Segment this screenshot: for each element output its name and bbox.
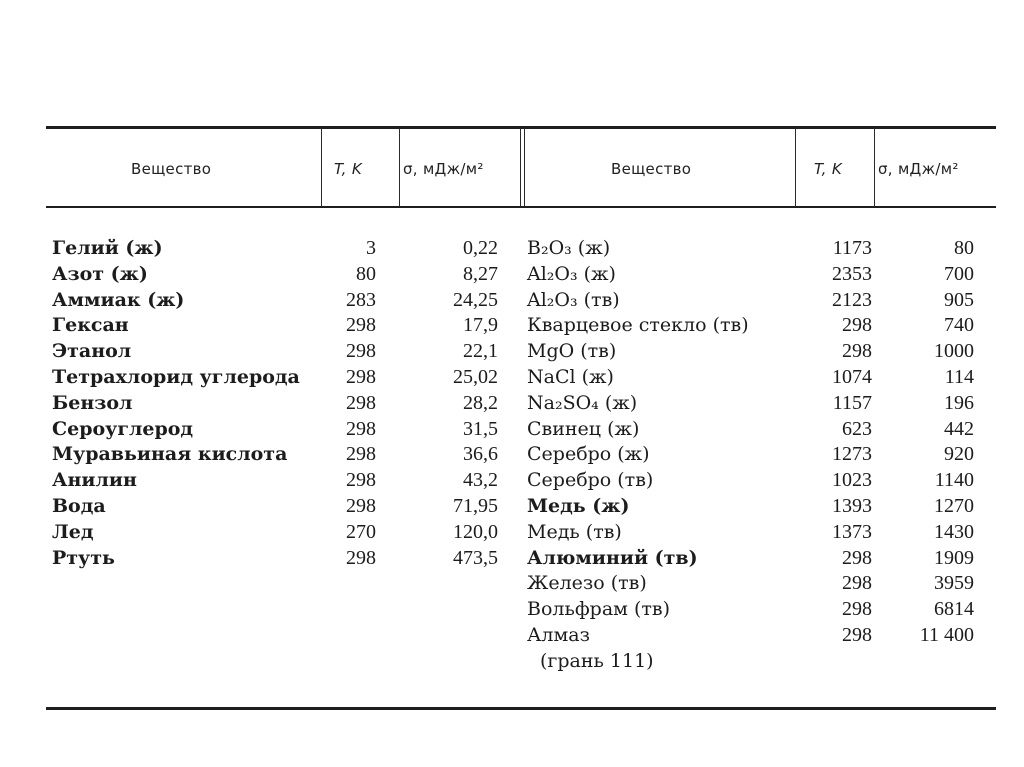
temperature-value: 298 [842, 314, 872, 337]
substance-name: Гексан [52, 314, 129, 337]
header-tension-left: σ, мДж/м² [403, 160, 484, 178]
temperature-value: 298 [346, 443, 376, 466]
temperature-value: 1273 [832, 443, 872, 466]
table-row [0, 571, 1024, 597]
tension-value: 1430 [934, 520, 974, 543]
substance-name: NaCl (ж) [527, 365, 614, 388]
table-row [0, 417, 1024, 443]
substance-name: Муравьиная кислота [52, 443, 288, 466]
header-double-divider [520, 128, 525, 207]
tension-value: 920 [944, 443, 974, 466]
temperature-value: 283 [346, 288, 376, 311]
tension-value: 6814 [934, 598, 974, 621]
table-row [0, 236, 1024, 262]
table-row [0, 494, 1024, 520]
header-substance-left: Вещество [131, 160, 212, 178]
tension-value: 28,2 [463, 391, 498, 414]
substance-name: Гелий (ж) [52, 237, 163, 259]
header-tension-right: σ, мДж/м² [878, 160, 959, 178]
tension-value: 1140 [934, 469, 974, 492]
tension-value: 80 [954, 237, 974, 259]
tension-value: 25,02 [453, 365, 498, 388]
tension-value: 442 [944, 417, 974, 440]
tension-value: 22,1 [463, 340, 498, 363]
substance-name: Al₂O₃ (ж) [527, 262, 616, 285]
table-row [0, 365, 1024, 391]
temperature-value: 270 [346, 520, 376, 543]
temperature-value: 298 [842, 598, 872, 621]
substance-name: Алмаз [527, 623, 590, 646]
temperature-value: 298 [346, 391, 376, 414]
temperature-value: 298 [346, 314, 376, 337]
temperature-value: 1373 [832, 520, 872, 543]
tension-value: 1909 [934, 546, 974, 569]
header-divider [399, 128, 400, 207]
tension-value: 1000 [934, 340, 974, 363]
tension-value: 196 [944, 391, 974, 414]
temperature-value: 298 [842, 572, 872, 595]
temperature-value: 1023 [832, 469, 872, 492]
temperature-value: 298 [346, 417, 376, 440]
tension-value: 120,0 [453, 520, 498, 543]
table-row [0, 649, 1024, 675]
tension-value: 473,5 [453, 546, 498, 569]
tension-value: 11 400 [919, 623, 974, 646]
tension-value: 8,27 [463, 262, 498, 285]
table-row [0, 442, 1024, 468]
tension-value: 43,2 [463, 469, 498, 492]
bottom-rule [46, 707, 996, 710]
temperature-value: 298 [346, 546, 376, 569]
substance-name: Вольфрам (тв) [527, 598, 671, 621]
temperature-value: 1393 [832, 494, 872, 517]
tension-value: 905 [944, 288, 974, 311]
header-divider [321, 128, 322, 207]
substance-name: MgO (тв) [527, 340, 617, 363]
substance-name: Тетрахлорид углерода [52, 365, 300, 388]
substance-name: Кварцевое стекло (тв) [527, 314, 749, 337]
substance-name: Этанол [52, 340, 132, 363]
substance-name-note: (грань 111) [540, 649, 654, 672]
table-body [0, 236, 1024, 675]
substance-name: Сероуглерод [52, 417, 194, 440]
substance-name: Лед [52, 520, 94, 543]
temperature-value: 1074 [832, 365, 872, 388]
table-row [0, 520, 1024, 546]
tension-value: 114 [944, 365, 974, 388]
temperature-value: 298 [842, 623, 872, 646]
substance-name: Al₂O₃ (тв) [527, 288, 620, 311]
temperature-value: 623 [842, 417, 872, 440]
header-temperature-left: T, K [334, 160, 362, 178]
substance-name: Азот (ж) [52, 262, 148, 285]
temperature-value: 3 [366, 237, 376, 259]
table-row [0, 313, 1024, 339]
temperature-value: 2353 [832, 262, 872, 285]
temperature-value: 298 [842, 340, 872, 363]
temperature-value: 2123 [832, 288, 872, 311]
table-row [0, 546, 1024, 572]
table-row [0, 597, 1024, 623]
temperature-value: 298 [346, 494, 376, 517]
substance-name: Медь (ж) [527, 494, 630, 517]
substance-name: B₂O₃ (ж) [527, 237, 611, 259]
substance-name: Аммиак (ж) [52, 288, 185, 311]
substance-name: Свинец (ж) [527, 417, 640, 440]
header-divider [874, 128, 875, 207]
tension-value: 24,25 [453, 288, 498, 311]
substance-name: Медь (тв) [527, 520, 622, 543]
tension-value: 740 [944, 314, 974, 337]
table-row [0, 288, 1024, 314]
tension-value: 17,9 [463, 314, 498, 337]
table-row [0, 391, 1024, 417]
table-row [0, 623, 1024, 649]
tension-value: 31,5 [463, 417, 498, 440]
tension-value: 700 [944, 262, 974, 285]
substance-name: Алюминий (тв) [527, 546, 698, 569]
substance-name: Вода [52, 494, 106, 517]
header-substance-right: Вещество [611, 160, 692, 178]
temperature-value: 298 [346, 469, 376, 492]
substance-name: Серебро (ж) [527, 443, 650, 466]
substance-name: Анилин [52, 469, 137, 492]
tension-value: 0,22 [463, 237, 498, 259]
substance-name: Бензол [52, 391, 133, 414]
table-row [0, 339, 1024, 365]
temperature-value: 298 [346, 365, 376, 388]
temperature-value: 298 [346, 340, 376, 363]
substance-name: Железо (тв) [527, 572, 647, 595]
tension-value: 1270 [934, 494, 974, 517]
temperature-value: 1173 [832, 237, 872, 259]
substance-name: Ртуть [52, 546, 115, 569]
header-divider [795, 128, 796, 207]
tension-value: 36,6 [463, 443, 498, 466]
temperature-value: 298 [842, 546, 872, 569]
tension-value: 71,95 [453, 494, 498, 517]
temperature-value: 1157 [832, 391, 872, 414]
header-temperature-right: T, K [814, 160, 842, 178]
tension-value: 3959 [934, 572, 974, 595]
substance-name: Na₂SO₄ (ж) [527, 391, 638, 414]
substance-name: Серебро (тв) [527, 469, 654, 492]
table-row [0, 468, 1024, 494]
temperature-value: 80 [356, 262, 376, 285]
table-row [0, 262, 1024, 288]
